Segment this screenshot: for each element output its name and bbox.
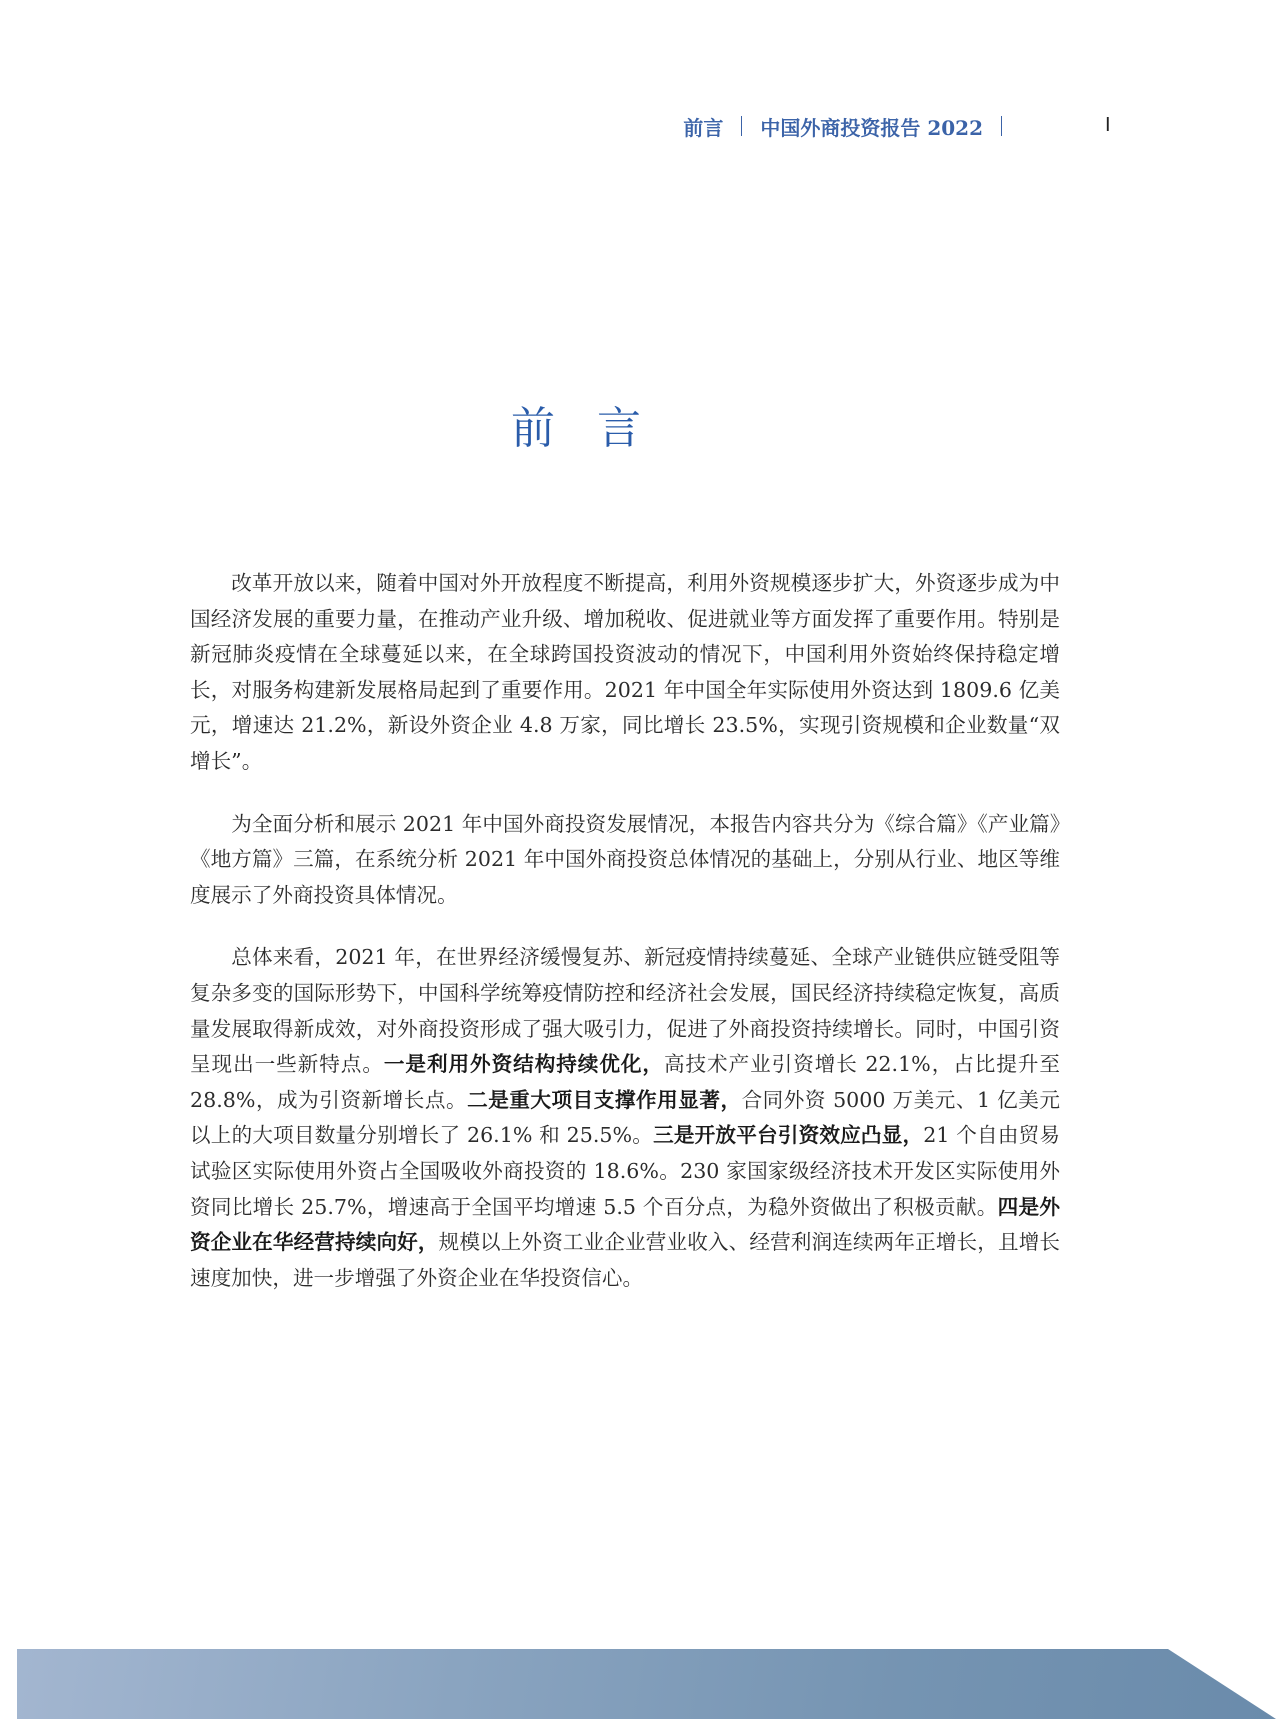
text-segment: 总体来看，2021 年，在世界经济缓慢复苏、新冠疫情持续蔓延、全球产业链供应链受阻等复杂多变的国际形势下，中国科学统筹疫情防控和经济社会发展，国民经济持续稳定恢复，高质量发展取得新成效，对外商投资形成了强大吸引力，促进了外商投资持续增长。同时，中国引资呈现出一些新特点。	[190, 945, 1060, 1077]
highlight-point-1: 一是利用外资结构持续优化，	[383, 1052, 664, 1077]
paragraph-1	[190, 566, 1060, 780]
paragraph-2	[190, 807, 1060, 914]
highlight-point-3: 三是开放平台引资效应凸显，	[653, 1123, 924, 1148]
text-segment: 为全面分析和展示 2021 年中国外商投资发展情况，本报告内容共分为《综合篇》《产业篇》《地方篇》三篇，在系统分析 2021 年中国外商投资总体情况的基础上，分别从行业、地区等维度展示了外商投资具体情况。	[190, 811, 1060, 907]
highlight-point-2: 二是重大项目支撑作用显著，	[467, 1087, 742, 1112]
paragraph-3	[190, 940, 1060, 1296]
highlight-point-4: 四是外资企业在华经营持续向好，	[190, 1194, 1061, 1255]
page-number: I	[1105, 114, 1111, 136]
text-segment: 合同外资 5000 万美元、1 亿美元以上的大项目数量分别增长了 26.1% 和 25.5%。	[190, 1087, 1061, 1148]
header-report-title: 中国外商投资报告 2022	[760, 115, 983, 140]
header-section: 前言	[683, 115, 724, 140]
header-divider	[741, 116, 742, 136]
page-title: 前 言	[511, 403, 655, 454]
running-header	[600, 110, 1020, 142]
footer-decorative-band	[17, 1649, 1276, 1719]
header-divider	[1001, 116, 1002, 136]
body-text	[190, 566, 1060, 1323]
text-segment: 规模以上外资工业企业营业收入、经营利润连续两年正增长，且增长速度加快，进一步增强了外资企业在华投资信心。	[190, 1230, 1060, 1290]
text-segment: 改革开放以来，随着中国对外开放程度不断提高，利用外资规模逐步扩大，外资逐步成为中国经济发展的重要力量，在推动产业升级、增加税收、促进就业等方面发挥了重要作用。特别是新冠肺炎疫情在全球蔓延以来，在全球跨国投资波动的情况下，中国利用外资始终保持稳定增长，对服务构建新发展格局起到了重要作用。2021 年中国全年实际使用外资达到 1809.6 亿美元，增速达 21.2%，新设外资企业 4.8 万家，同比增长 23.5%，实现引资规模和企业数量“双增长”。	[190, 571, 1060, 773]
text-segment: 高技术产业引资增长 22.1%，占比提升至 28.8%，成为引资新增长点。	[190, 1052, 1061, 1112]
text-segment: 21 个自由贸易试验区实际使用外资占全国吸收外商投资的 18.6%。230 家国家级经济技术开发区实际使用外资同比增长 25.7%，增速高于全国平均增速 5.5 个百分点，为稳外资做出了积极贡献。	[190, 1123, 1060, 1219]
